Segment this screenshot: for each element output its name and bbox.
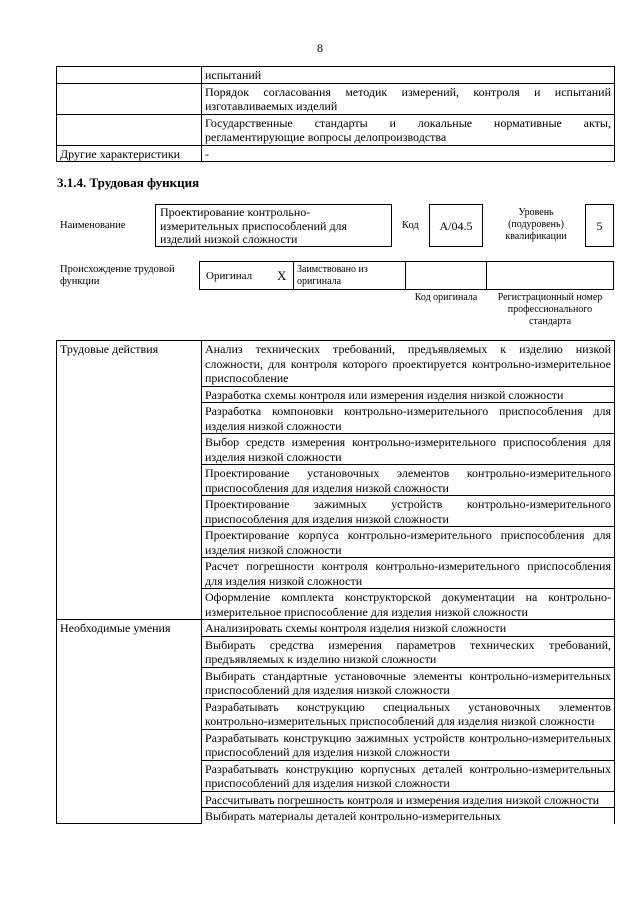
reg-number-caption: Регистрационный номер профессионального стандарта [497, 292, 603, 327]
code-label: Код [402, 220, 419, 231]
name-value: Проектирование контрольно-измерительных приспособлений для изделий низкой сложности [160, 205, 348, 246]
list-item: Рассчитывать погрешность контроля и измерения изделия низкой сложности [202, 791, 615, 808]
list-item: Расчет погрешности контроля контрольно-измерительного приспособления для изделия низкой сложности [202, 558, 615, 589]
list-item: Проектирование установочных элементов контрольно-измерительного приспособления для изделия низкой сложности [202, 465, 615, 496]
code-value: А/04.5 [439, 219, 473, 233]
table-row [57, 341, 615, 387]
page-number: 8 [317, 41, 323, 55]
table-row [57, 114, 615, 145]
row-label [57, 67, 202, 84]
origin-original-label: Оригинал [206, 270, 253, 282]
level-label: Уровень (подуровень) квалификации [505, 207, 567, 242]
list-item: Выбирать материалы деталей контрольно-измерительных [202, 808, 615, 824]
required-skills-label: Необходимые умения [57, 620, 202, 824]
list-item: Разрабатывать конструкцию зажимных устройств контрольно-измерительных приспособлений для изделия низкой сложности [202, 729, 615, 760]
list-item: Выбирать стандартные установочные элементы контрольно-измерительных приспособлений для изделия низкой сложности [202, 667, 615, 698]
code-original-caption: Код оригинала [414, 292, 478, 303]
list-item: Анализировать схемы контроля изделия низкой сложности [202, 620, 615, 637]
list-item: Разрабатывать конструкцию специальных установочных элементов контрольно-измерительных приспособлений для изделия низкой сложности [202, 698, 615, 729]
list-item: Разработка схемы контроля или измерения изделия низкой сложности [202, 386, 615, 403]
level-value-box [585, 204, 614, 247]
level-value: 5 [596, 219, 603, 233]
origin-original-box [199, 261, 294, 290]
table-row [57, 145, 615, 162]
row-text: - [202, 145, 615, 162]
origin-borrowed-label: Заимствовано из оригинала [297, 264, 368, 287]
name-label: Наименование [60, 220, 126, 231]
top-table [56, 66, 615, 162]
row-label: Другие характеристики [57, 145, 202, 162]
list-item: Разрабатывать конструкцию корпусных деталей контрольно-измерительных приспособлений для изделия низкой сложности [202, 760, 615, 791]
row-text: Порядок согласования методик измерений, контроля и испытаний изготавливаемых изделий [202, 83, 615, 114]
row-text: Государственные стандарты и локальные нормативные акты, регламентирующие вопросы делопроизводства [202, 114, 615, 145]
name-value-box [155, 204, 392, 247]
origin-original-mark: X [277, 268, 287, 283]
labor-actions-label: Трудовые действия [57, 341, 202, 620]
list-item: Выбор средств измерения контрольно-измерительного приспособления для изделия низкой сложности [202, 434, 615, 465]
list-item: Анализ технических требований, предъявляемых к изделию низкой сложности, для контроля которого проектируется контрольно-измерительное приспособление [202, 341, 615, 387]
origin-borrowed-box [293, 261, 406, 290]
list-item: Оформление комплекта конструкторской документации на контрольно-измерительное приспособление для изделия низкой сложности [202, 589, 615, 620]
table-row [57, 67, 615, 84]
row-label [57, 114, 202, 145]
origin-label: Происхождение трудовой функции [60, 264, 175, 287]
table-row [57, 83, 615, 114]
section-title: 3.1.4. Трудовая функция [57, 175, 200, 190]
actions-skills-table [56, 340, 615, 824]
code-value-box [429, 204, 483, 247]
row-text: испытаний [202, 67, 615, 84]
reg-number-box [486, 261, 614, 290]
table-row [57, 620, 615, 637]
list-item: Проектирование корпуса контрольно-измерительного приспособления для изделия низкой сложности [202, 527, 615, 558]
list-item: Выбирать средства измерения параметров технических требований, предъявляемых к изделию низкой сложности [202, 636, 615, 667]
code-original-box [405, 261, 487, 290]
list-item: Проектирование зажимных устройств контрольно-измерительного приспособления для изделия низкой сложности [202, 496, 615, 527]
row-label [57, 83, 202, 114]
list-item: Разработка компоновки контрольно-измерительного приспособления для изделия низкой сложности [202, 403, 615, 434]
